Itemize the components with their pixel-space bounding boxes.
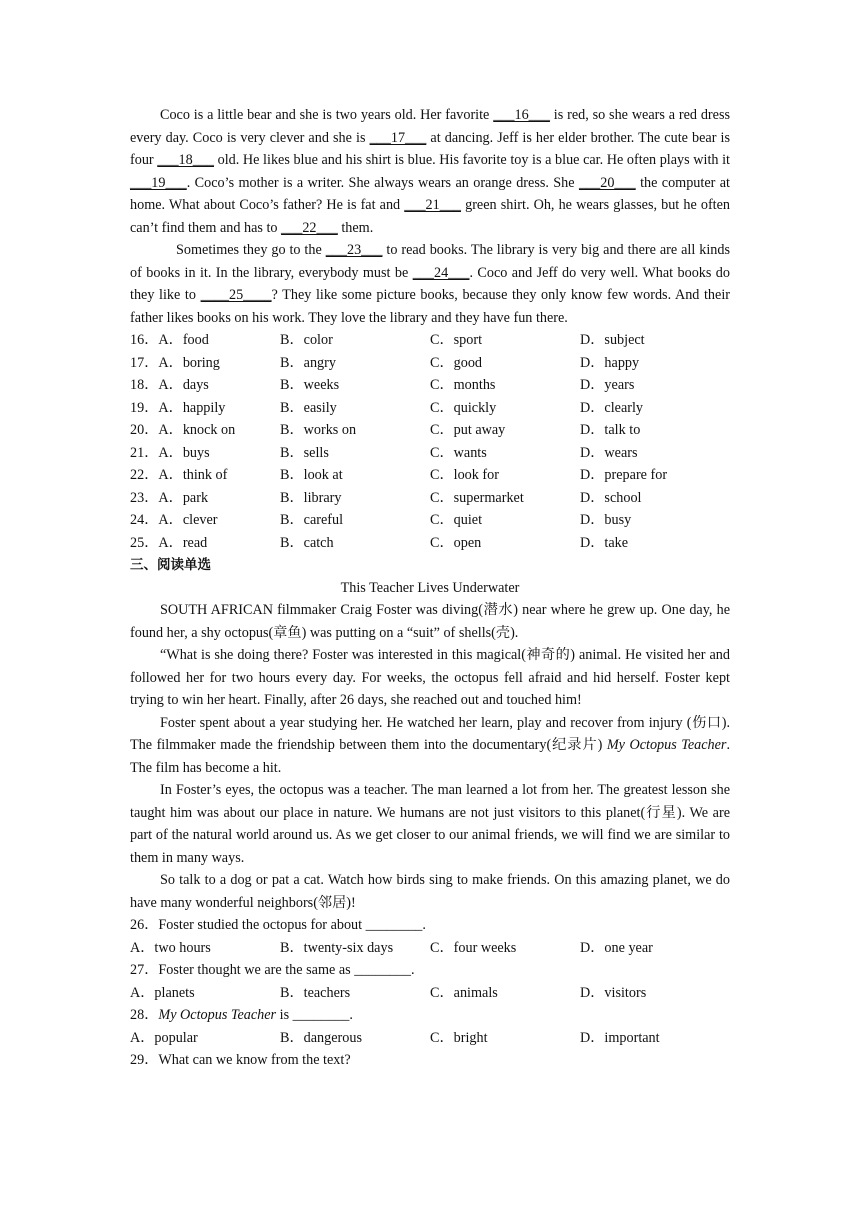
- option-text: A．happily: [158, 399, 226, 416]
- blank: ___24___: [412, 264, 470, 281]
- option-c: [430, 419, 580, 442]
- passage-title: This Teacher Lives Underwater: [340, 579, 520, 596]
- option-a: A．two hours: [130, 939, 211, 956]
- option-text: C．quickly: [430, 399, 497, 416]
- option-a: [130, 487, 280, 510]
- option-text: C．quiet: [430, 512, 483, 528]
- question-row: [130, 419, 730, 442]
- option-text: A．food: [158, 332, 209, 348]
- text-run: In Foster’s eyes, the octopus was a teacher. The man learned a lot from her. The greatest lesson she taught him was about our place in nature. We humans are not just visitors to this planet(行星). We are part of the natural world around us. As we get closer to our animal friends, we will find we are similar to them in many ways.: [130, 782, 730, 866]
- question-row: [130, 509, 730, 532]
- question-row: [130, 352, 730, 375]
- option-a: [130, 374, 280, 397]
- option-c: C．four weeks: [430, 939, 517, 956]
- option-text: A．knock on: [158, 422, 236, 438]
- question-row: [130, 487, 730, 510]
- question-number: 22．: [130, 467, 159, 483]
- text-run: ? They like some picture books, because they only know few words. And their father likes books on his work. They love the library and they have fun there.: [130, 287, 730, 326]
- options-row: [130, 982, 730, 1005]
- text-run: them.: [337, 219, 374, 236]
- text-run: to read books. The library is very big and there are all kinds of books in it. In the library, everybody must be: [130, 242, 730, 281]
- text-run: is ________.: [276, 1007, 353, 1023]
- options-row: [130, 937, 730, 960]
- option-text: D．happy: [580, 354, 640, 371]
- option-text: C．look for: [430, 467, 499, 483]
- option-b: B．twenty-six days: [280, 939, 394, 956]
- option-text: A．park: [158, 489, 209, 506]
- text-run: 29．What can we know from the text?: [130, 1052, 351, 1068]
- option-b: [280, 419, 430, 442]
- question-row: [130, 464, 730, 487]
- option-c: C．animals: [430, 984, 498, 1001]
- question-stem: [130, 914, 730, 937]
- option-d: [580, 487, 730, 510]
- option-c: [430, 532, 580, 555]
- option-c: [430, 509, 580, 532]
- option-text: B．color: [280, 332, 333, 348]
- option-d: [580, 352, 730, 375]
- option-text: D．subject: [580, 332, 645, 348]
- option-text: A．think of: [158, 467, 228, 483]
- option-d: [580, 464, 730, 487]
- option-text: A．days: [158, 377, 209, 393]
- option-b: [280, 464, 430, 487]
- text-run: “What is she doing there? Foster was interested in this magical(神奇的) animal. He visited her and followed her for two hours every day. For weeks, the octopus fell afraid and hid herself. Foster kept trying to win her heart. Finally, after 26 days, she reached out and touched him!: [130, 647, 730, 708]
- blank: ___19___: [130, 174, 187, 191]
- text-run: is red, so she wears a red dress every day. Coco is very clever and she is: [130, 107, 730, 146]
- option-text: D．busy: [580, 512, 632, 528]
- option-b: [280, 374, 430, 397]
- option-text: B．easily: [280, 399, 337, 416]
- italic-title: My Octopus Teacher: [606, 737, 727, 753]
- option-text: D．clearly: [580, 399, 644, 416]
- option-a: A．planets: [130, 984, 195, 1001]
- text-run: 27．Foster thought we are the same as ________.: [130, 962, 415, 978]
- text-run: So talk to a dog or pat a cat. Watch how birds sing to make friends. On this amazing planet, we do have many wonderful neighbors(邻居)!: [130, 872, 730, 911]
- option-text: C．put away: [430, 422, 506, 438]
- text-run: the computer at home. What about Coco’s father? He is fat and: [130, 174, 730, 213]
- option-a: [130, 352, 280, 375]
- question-number: 23．: [130, 489, 159, 506]
- text-run: . Coco’s mother is a writer. She always wears an orange dress. She: [186, 174, 579, 191]
- option-a: [130, 509, 280, 532]
- option-text: C．open: [430, 534, 482, 551]
- question-number: 19．: [130, 399, 159, 416]
- question-stem: [130, 1004, 730, 1027]
- question-row: [130, 532, 730, 555]
- question-stem: [130, 959, 730, 982]
- option-text: A．clever: [158, 512, 218, 528]
- text-run: old. He likes blue and his shirt is blue. His favorite toy is a blue car. He often plays with it: [214, 152, 730, 168]
- option-text: B．catch: [280, 534, 334, 551]
- option-b: [280, 397, 430, 420]
- option-text: C．good: [430, 354, 483, 371]
- option-c: [430, 442, 580, 465]
- blank: ____25____: [200, 287, 272, 303]
- question-number: 21．: [130, 444, 159, 461]
- blank: ___16___: [493, 107, 550, 123]
- option-d: [580, 329, 730, 352]
- question-number: 18．: [130, 377, 159, 393]
- question-row: [130, 329, 730, 352]
- option-d: D．visitors: [580, 984, 647, 1001]
- option-text: C．sport: [430, 332, 483, 348]
- question-number: 16．: [130, 332, 159, 348]
- passage-paragraph: [130, 644, 730, 712]
- option-text: B．sells: [280, 444, 329, 461]
- option-a: [130, 329, 280, 352]
- option-text: D．years: [580, 377, 635, 393]
- option-b: [280, 487, 430, 510]
- option-b: [280, 509, 430, 532]
- option-c: [430, 352, 580, 375]
- option-text: B．works on: [280, 422, 357, 438]
- text-run: 26．Foster studied the octopus for about ________.: [130, 917, 426, 933]
- passage-paragraph: [130, 599, 730, 644]
- passage-paragraph: [130, 869, 730, 914]
- text-run: . The film has become a hit.: [130, 737, 731, 776]
- blank: ___22___: [281, 219, 338, 236]
- blank: ___18___: [157, 152, 214, 168]
- option-b: [280, 532, 430, 555]
- reading-questions: [130, 914, 730, 1072]
- question-row: [130, 442, 730, 465]
- question-number: 20．: [130, 422, 159, 438]
- question-row: [130, 397, 730, 420]
- question-number: 24．: [130, 512, 159, 528]
- option-text: C．supermarket: [430, 489, 524, 506]
- option-b: B．teachers: [280, 984, 351, 1001]
- option-d: D．one year: [580, 939, 653, 956]
- option-text: D．talk to: [580, 422, 641, 438]
- cloze-options: [130, 329, 730, 554]
- option-d: [580, 397, 730, 420]
- text-run: at dancing. Jeff is her elder brother. The cute bear is four: [130, 129, 730, 168]
- option-d: [580, 374, 730, 397]
- text-run: SOUTH AFRICAN filmmaker Craig Foster was diving(潜水) near where he grew up. One day, he found her, a shy octopus(章鱼) was putting on a “suit” of shells(壳).: [130, 602, 730, 641]
- option-text: D．school: [580, 489, 642, 506]
- text-run: Sometimes they go to the: [176, 242, 326, 258]
- option-b: B．dangerous: [280, 1029, 362, 1046]
- option-a: [130, 464, 280, 487]
- option-text: B．weeks: [280, 377, 340, 393]
- option-text: B．careful: [280, 512, 344, 528]
- option-text: A．boring: [158, 354, 220, 371]
- option-text: B．look at: [280, 467, 343, 483]
- option-text: D．take: [580, 534, 629, 551]
- reading-passage: [130, 599, 730, 914]
- blank: ___17___: [369, 129, 427, 146]
- option-text: A．buys: [158, 444, 210, 461]
- passage-paragraph: [130, 712, 730, 780]
- text-run: . Coco and Jeff do very well. What books do they like to: [130, 264, 730, 303]
- exam-page: [130, 104, 730, 1072]
- section-heading: 三、阅读单选: [130, 557, 211, 573]
- option-text: C．months: [430, 377, 496, 393]
- option-d: [580, 532, 730, 555]
- option-text: D．wears: [580, 444, 638, 461]
- option-c: [430, 487, 580, 510]
- option-d: [580, 442, 730, 465]
- option-text: C．wants: [430, 444, 487, 461]
- blank: ___23___: [325, 242, 383, 258]
- option-a: A．popular: [130, 1029, 198, 1046]
- question-row: [130, 374, 730, 397]
- option-text: B．library: [280, 489, 342, 506]
- option-b: [280, 352, 430, 375]
- option-a: [130, 419, 280, 442]
- option-a: [130, 397, 280, 420]
- text-run: green shirt. Oh, he wears glasses, but he often can’t find them and has to: [130, 197, 730, 236]
- option-text: D．prepare for: [580, 467, 668, 483]
- question-stem: [130, 1049, 730, 1072]
- option-a: [130, 442, 280, 465]
- option-a: [130, 532, 280, 555]
- passage-paragraph: [130, 779, 730, 869]
- options-row: [130, 1027, 730, 1050]
- option-c: [430, 374, 580, 397]
- text-run: Coco is a little bear and she is two years old. Her favorite: [160, 107, 494, 123]
- cloze-paragraph-2: [130, 239, 730, 329]
- option-b: [280, 329, 430, 352]
- question-number: 17．: [130, 354, 159, 371]
- blank: ___20___: [578, 174, 636, 191]
- option-text: A．read: [158, 534, 208, 551]
- option-c: [430, 329, 580, 352]
- option-d: [580, 509, 730, 532]
- option-c: [430, 464, 580, 487]
- option-c: C．bright: [430, 1029, 488, 1046]
- italic-title: My Octopus Teacher: [158, 1007, 277, 1023]
- option-text: B．angry: [280, 354, 336, 371]
- option-b: [280, 442, 430, 465]
- cloze-paragraph-1: [130, 104, 730, 239]
- question-number: 25．: [130, 534, 159, 551]
- text-run: Foster spent about a year studying her. He watched her learn, play and recover from injury (伤口). The filmmaker made the friendship between them into the documentary(纪录片): [130, 714, 730, 753]
- option-c: [430, 397, 580, 420]
- option-d: D．important: [580, 1029, 660, 1046]
- text-run: 28．: [130, 1007, 159, 1023]
- option-d: [580, 419, 730, 442]
- blank: ___21___: [404, 197, 461, 213]
